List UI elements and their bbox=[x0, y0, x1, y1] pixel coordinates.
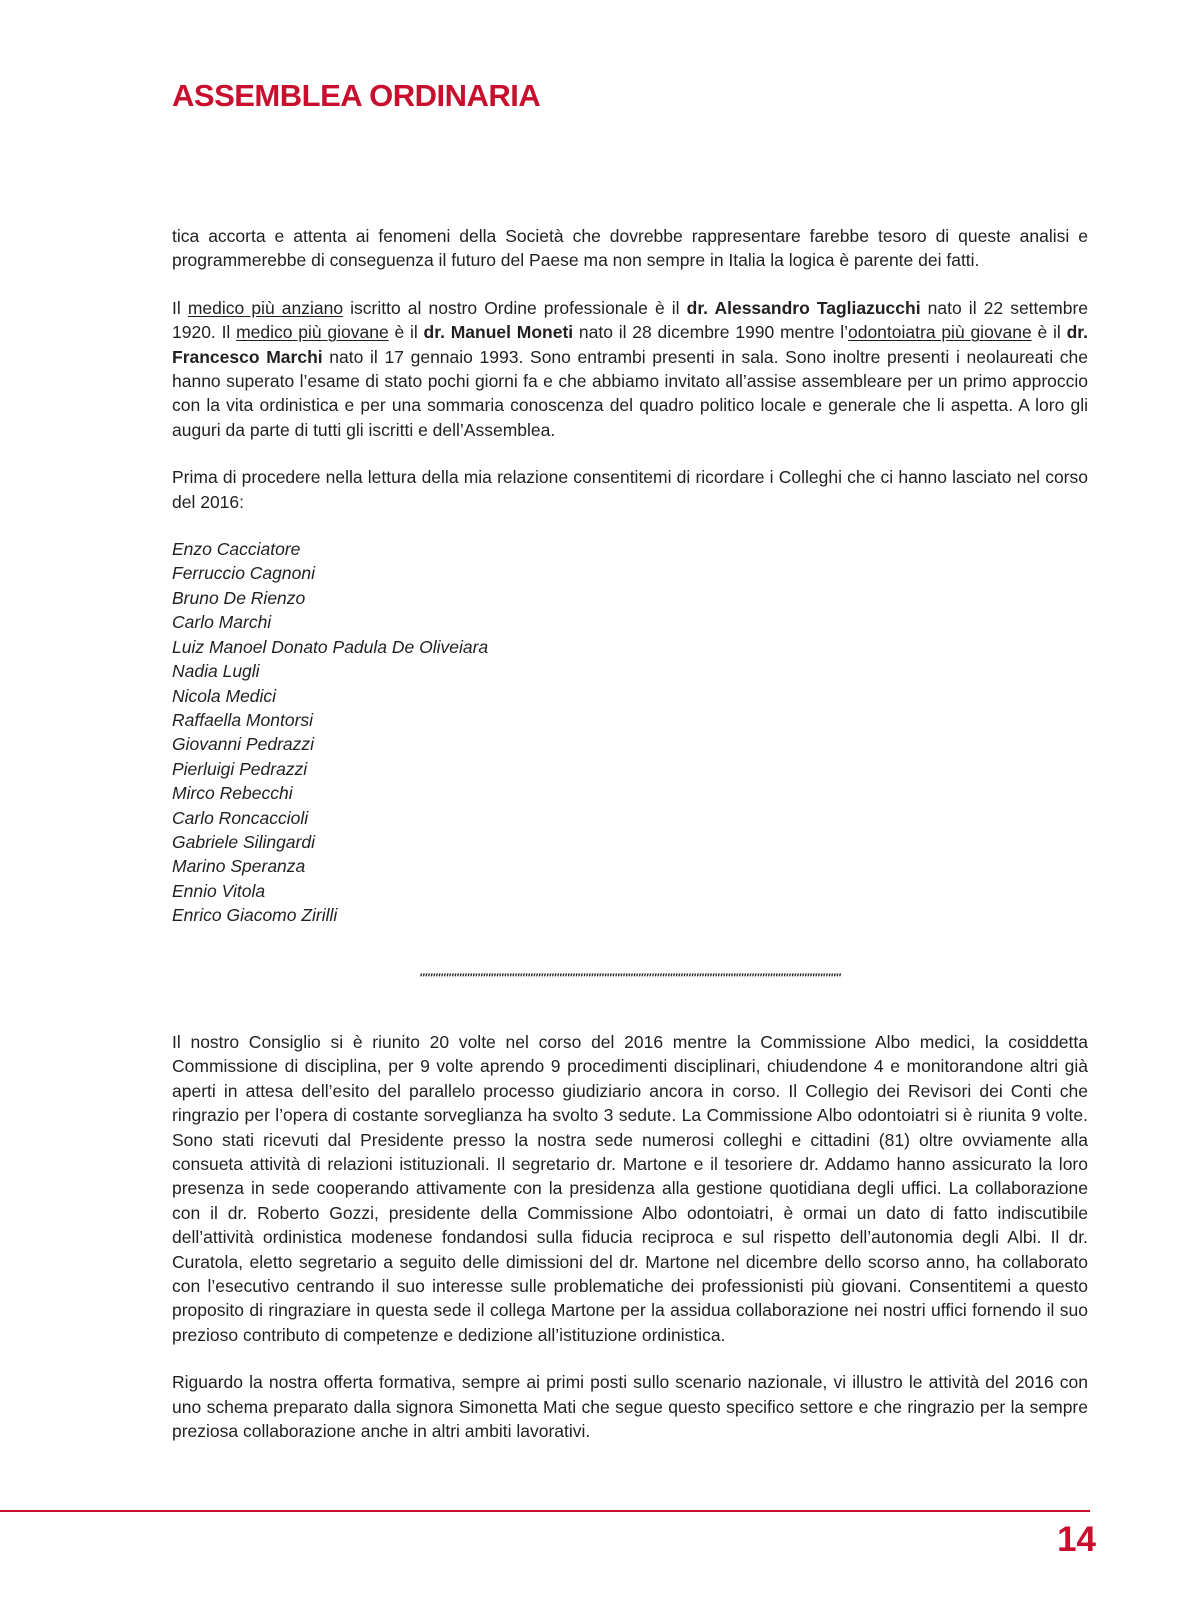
bold-name: dr. Manuel Moneti bbox=[423, 322, 574, 343]
list-item: Enzo Cacciatore bbox=[172, 539, 301, 560]
text-run: è il bbox=[1031, 322, 1067, 343]
paragraph-council-activity: Il nostro Consiglio si è riunito 20 volte nel corso del 2016 mentre la Commissione Albo medici, la cosiddetta Commissione di disciplina, per 9 volte aprendo 9 procedimenti disciplinari, chiudendone 4 e monitorandone altri già aperti in attesa dell’esito del parallelo processo giudiziario ancora in corso. Il Collegio dei Revisori dei Conti che ringrazio per l’opera di costante sorveglianza ha svolto 3 sedute. La Commissione Albo odontoiatri si è riunita 9 volte. Sono stati ricevuti dal Presidente presso la nostra sede numerosi colleghi e cittadini (81) oltre ovviamente alla consueta attività di relazioni istituzionali. Il segretario dr. Martone e il tesoriere dr. Addamo hanno assicurato la loro presenza in sede cooperando attivamente con la presidenza alla gestione quotidiana degli uffici. La collaborazione con il dr. Roberto Gozzi, presidente della Commissione Albo odontoiatri, è ormai un dato di fatto indiscutibile dell’attività ordinistica modenese fondandosi sulla fiducia reciproca e sul rispetto dell’autonomia degli Albi. Il dr. Curatola, eletto segretario a seguito delle dimissioni del dr. Martone nel dicembre dello scorso anno, ha collaborato con l’esecutivo centrando il suo interesse sulle problematiche dei professionisti più giovani. Consentitemi a questo proposito di ringraziare in questa sede il collega Martone per la assidua collaborazione nei nostri uffici fornendo il suo prezioso contributo di competenze e dedizione all’istituzione ordinistica. bbox=[172, 1031, 1088, 1345]
list-item: Nicola Medici bbox=[172, 685, 277, 706]
list-item: Luiz Manoel Donato Padula De Oliveiara bbox=[172, 636, 489, 657]
list-item: Bruno De Rienzo bbox=[172, 587, 306, 608]
paragraph-memorial-intro: Prima di procedere nella lettura della mia relazione consentitemi di ricordare i Colleghi che ci hanno lasciato nel corso del 2016: bbox=[172, 467, 1088, 512]
footer-rule bbox=[0, 1510, 1090, 1512]
list-item: Ennio Vitola bbox=[172, 880, 266, 901]
paragraph-training-offer: Riguardo la nostra offerta formativa, sempre ai primi posti sullo scenario nazionale, vi illustro le attività del 2016 con uno schema preparato dalla signora Simonetta Mati che segue questo specifico settore e che ringrazio per la sempre preziosa collaborazione anche in altri ambiti lavorativi. bbox=[172, 1372, 1088, 1442]
text-run: nato il 22 settembre 1920. Il bbox=[172, 297, 1089, 343]
underlined-phrase: medico più anziano bbox=[187, 297, 344, 318]
section-separator: ″″″″″″″″″″″″″″″″″″″″″″″″″″″″″″″″″″″″″″″″″″″″″″″″″″″″″″″″″″″″″″″″″″″″″″″″″″″″″″″″ bbox=[419, 971, 841, 984]
bold-name: dr. Alessandro Tagliazucchi bbox=[686, 297, 921, 318]
text-run: iscritto al nostro Ordine professionale è il bbox=[343, 297, 687, 318]
list-item: Mirco Rebecchi bbox=[172, 783, 293, 804]
list-item: Ferruccio Cagnoni bbox=[172, 563, 315, 584]
memorial-name-list bbox=[172, 537, 1088, 928]
document-body bbox=[172, 224, 1088, 1443]
list-item: Raffaella Montorsi bbox=[172, 709, 314, 730]
text-run: nato il 17 gennaio 1993. Sono entrambi presenti in sala. Sono inoltre presenti i neolaureati che hanno superato l’esame di stato pochi giorni fa e che abbiamo invitato all’assise assembleare per un primo approccio con la vita ordinistica e per una sommaria conoscenza del quadro politico locale e generale che li aspetta. A loro gli auguri da parte di tutti gli iscritti e dell’Assemblea. bbox=[172, 346, 1088, 440]
paragraph-eldest-youngest bbox=[172, 296, 1088, 442]
underlined-phrase: odontoiatra più giovane bbox=[847, 322, 1032, 343]
text-run: è il bbox=[388, 322, 424, 343]
list-item: Giovanni Pedrazzi bbox=[172, 734, 315, 755]
list-item: Pierluigi Pedrazzi bbox=[172, 758, 308, 779]
paragraph-intro: tica accorta e attenta ai fenomeni della Società che dovrebbe rappresentare farebbe tesoro di queste analisi e programmerebbe di conseguenza il futuro del Paese ma non sempre in Italia la logica è parente dei fatti. bbox=[172, 226, 1088, 271]
text-run: Il bbox=[172, 297, 188, 318]
list-item: Carlo Marchi bbox=[172, 612, 272, 633]
list-item: Marino Speranza bbox=[172, 856, 306, 877]
list-item: Carlo Roncaccioli bbox=[172, 807, 309, 828]
underlined-phrase: medico più giovane bbox=[236, 322, 389, 343]
page-number: 14 bbox=[1057, 1520, 1096, 1559]
bold-name: dr. Francesco Marchi bbox=[172, 322, 1088, 367]
list-item: Gabriele Silingardi bbox=[172, 831, 315, 852]
page-title: ASSEMBLEA ORDINARIA bbox=[172, 78, 541, 113]
text-run: nato il 28 dicembre 1990 mentre l’ bbox=[573, 322, 848, 343]
list-item: Nadia Lugli bbox=[172, 661, 260, 682]
list-item: Enrico Giacomo Zirilli bbox=[172, 905, 338, 926]
